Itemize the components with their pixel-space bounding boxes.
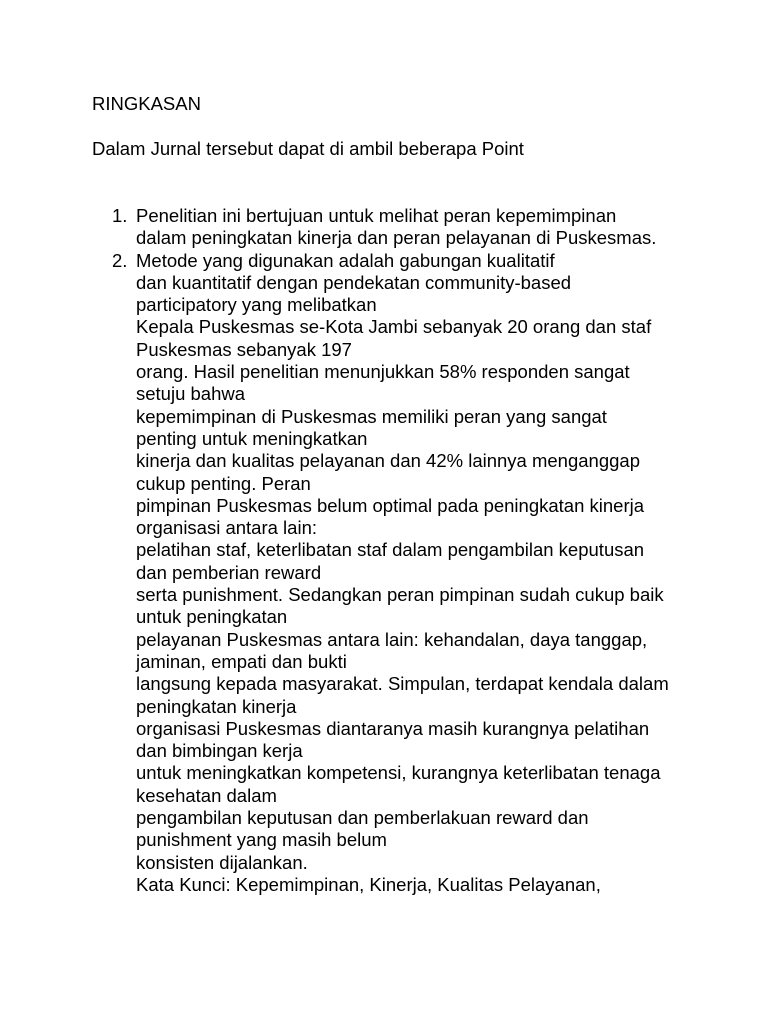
- list-item: [112, 250, 712, 897]
- list-item-line: Penelitian ini bertujuan untuk melihat peran kepemimpinan: [136, 205, 617, 226]
- list-item-line: dan pemberian reward: [136, 561, 322, 583]
- list-item-line: participatory yang melibatkan: [136, 294, 377, 316]
- list-item-number: 2.: [112, 249, 128, 271]
- list-item-line: pimpinan Puskesmas belum optimal pada peningkatan kinerja: [136, 494, 645, 516]
- list-item-line: untuk meningkatkan kompetensi, kurangnya keterlibatan tenaga: [136, 762, 661, 784]
- list-item-line: organisasi antara lain:: [136, 517, 317, 539]
- list-item-line: dan kuantitatif dengan pendekatan community-based: [136, 271, 572, 293]
- list-item-line: dalam peningkatan kinerja dan peran pelayanan di Puskesmas.: [136, 227, 657, 249]
- point-list: [112, 205, 712, 896]
- list-item-line: pelatihan staf, keterlibatan staf dalam pengambilan keputusan: [136, 539, 645, 561]
- list-item-line: Kata Kunci: Kepemimpinan, Kinerja, Kualitas Pelayanan,: [136, 873, 601, 895]
- list-item-line: serta punishment. Sedangkan peran pimpinan sudah cukup baik: [136, 584, 664, 606]
- list-item-line: Kepala Puskesmas se-Kota Jambi sebanyak 20 orang dan staf: [136, 316, 652, 338]
- list-item-line: organisasi Puskesmas diantaranya masih kurangnya pelatihan: [136, 717, 650, 739]
- list-item-line: jaminan, empati dan bukti: [136, 650, 347, 672]
- list-item-line: Metode yang digunakan adalah gabungan kualitatif: [136, 249, 555, 271]
- list-item-line: Puskesmas sebanyak 197: [136, 338, 352, 360]
- list-item-line: peningkatan kinerja: [136, 695, 297, 717]
- list-item-line: cukup penting. Peran: [136, 472, 311, 494]
- list-item-line: setuju bahwa: [136, 383, 246, 405]
- list-item-line: kinerja dan kualitas pelayanan dan 42% lainnya menganggap: [136, 450, 640, 472]
- list-item-line: dan bimbingan kerja: [136, 740, 303, 762]
- list-item-number: 1.: [112, 205, 128, 226]
- page-title: RINGKASAN: [92, 93, 201, 114]
- list-item-line: langsung kepada masyarakat. Simpulan, terdapat kendala dalam: [136, 673, 669, 695]
- list-item: [112, 205, 712, 250]
- list-item-line: konsisten dijalankan.: [136, 851, 308, 873]
- list-item-line: penting untuk meningkatkan: [136, 427, 368, 449]
- list-item-line: orang. Hasil penelitian menunjukkan 58% responden sangat: [136, 361, 630, 383]
- list-item-line: punishment yang masih belum: [136, 829, 387, 851]
- list-item-line: kepemimpinan di Puskesmas memiliki peran yang sangat: [136, 405, 607, 427]
- list-item-line: pengambilan keputusan dan pemberlakuan reward dan: [136, 807, 589, 829]
- list-item-line: untuk peningkatan: [136, 606, 288, 628]
- list-item-line: pelayanan Puskesmas antara lain: kehandalan, daya tanggap,: [136, 628, 648, 650]
- intro-paragraph: Dalam Jurnal tersebut dapat di ambil beberapa Point: [92, 138, 524, 159]
- list-item-line: kesehatan dalam: [136, 784, 277, 806]
